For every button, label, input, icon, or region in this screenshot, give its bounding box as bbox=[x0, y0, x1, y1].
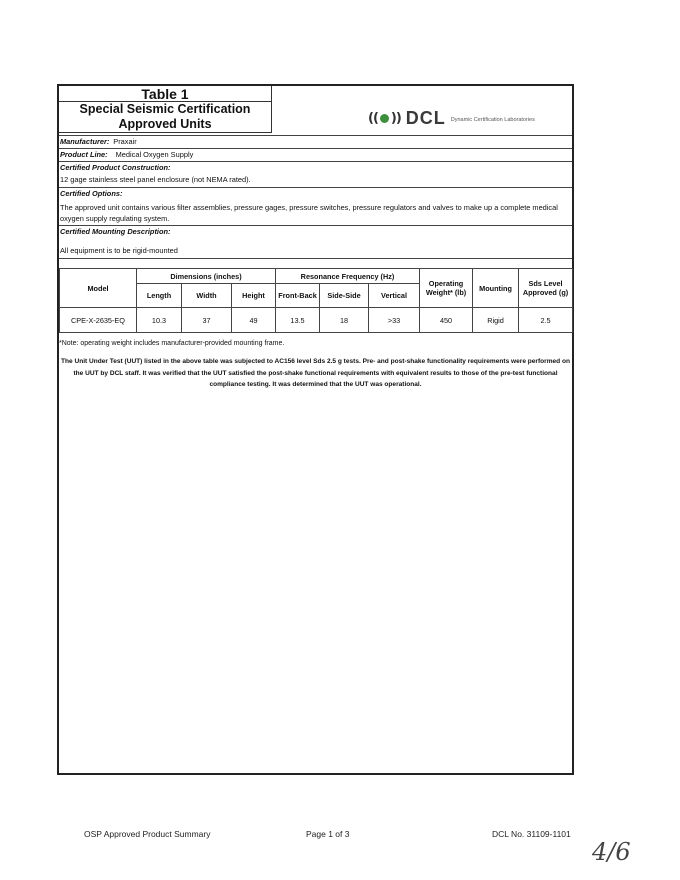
test-statement: The Unit Under Test (UUT) listed in the above table was subjected to AC156 level Sds 2.5 g tests. Pre- and post-shake functionality requirements were performed on the UUT by DCL staff. It was verified that the UUT satisfied the post-shake functional requirements with equivalent results to those of the pre-test functional compliance testing. It was determined that the UUT was operational. bbox=[61, 358, 570, 388]
cell-vertical: >33 bbox=[369, 308, 420, 333]
manufacturer-row bbox=[59, 135, 572, 148]
options-label: Certified Options: bbox=[60, 189, 123, 198]
table-number: Table 1 bbox=[141, 86, 189, 102]
cell-front-back: 13.5 bbox=[276, 308, 320, 333]
dcl-logo bbox=[368, 108, 535, 128]
mounting-label-row bbox=[59, 225, 572, 238]
cell-length: 10.3 bbox=[137, 308, 182, 333]
cell-sds: 2.5 bbox=[519, 308, 573, 333]
logo-name: DCL bbox=[405, 107, 446, 128]
cell-model: CPE-X-2635-EQ bbox=[60, 308, 137, 333]
table-header-row-1 bbox=[60, 269, 573, 284]
construction-value: 12 gage stainless steel panel enclosure (not NEMA rated). bbox=[60, 175, 251, 184]
col-side-side: Side-Side bbox=[320, 284, 369, 308]
cell-mounting: Rigid bbox=[473, 308, 519, 333]
options-value: The approved unit contains various filter assemblies, pressure gages, pressure switches, pressure regulators and valves to make up a complete medical oxygen supply regulating system. bbox=[60, 203, 558, 223]
col-length: Length bbox=[137, 284, 182, 308]
mounting-value-row bbox=[59, 238, 572, 258]
construction-label: Certified Product Construction: bbox=[60, 163, 171, 172]
options-label-row bbox=[59, 187, 572, 200]
col-width: Width bbox=[182, 284, 232, 308]
table-row bbox=[60, 308, 573, 333]
col-model: Model bbox=[60, 269, 137, 308]
product-line-label: Product Line: bbox=[60, 150, 108, 159]
title-line-2: Approved Units bbox=[118, 117, 212, 131]
col-weight: Operating Weight* (lb) bbox=[420, 269, 473, 308]
title-divider bbox=[59, 101, 272, 102]
cell-width: 37 bbox=[182, 308, 232, 333]
group-resonance: Resonance Frequency (Hz) bbox=[276, 269, 420, 284]
mounting-label: Certified Mounting Description: bbox=[60, 227, 171, 236]
weight-note: *Note: operating weight includes manufacturer-provided mounting frame. bbox=[59, 340, 285, 347]
cell-height: 49 bbox=[232, 308, 276, 333]
cell-weight: 450 bbox=[420, 308, 473, 333]
signal-icon: (( )) bbox=[368, 110, 401, 126]
logo-subtitle: Dynamic Certification Laboratories bbox=[450, 117, 535, 123]
construction-value-row bbox=[59, 174, 572, 187]
logo-dot bbox=[380, 114, 389, 123]
title-line-1: Special Seismic Certification bbox=[79, 102, 251, 116]
manufacturer-value: Praxair bbox=[113, 137, 137, 146]
spacer-row bbox=[59, 258, 572, 268]
col-height: Height bbox=[232, 284, 276, 308]
product-line-value: Medical Oxygen Supply bbox=[115, 150, 194, 159]
product-line-row bbox=[59, 148, 572, 161]
col-sds: Sds Level Approved (g) bbox=[519, 269, 573, 308]
options-value-row bbox=[59, 200, 572, 225]
construction-label-row bbox=[59, 161, 572, 174]
footer-doc-number: DCL No. 31109-1101 bbox=[492, 829, 571, 839]
title-block bbox=[59, 86, 272, 133]
footer-page-number: Page 1 of 3 bbox=[306, 829, 350, 839]
col-vertical: Vertical bbox=[369, 284, 420, 308]
cell-side-side: 18 bbox=[320, 308, 369, 333]
col-front-back: Front-Back bbox=[276, 284, 320, 308]
handwritten-mark: 4/6 bbox=[592, 838, 631, 866]
approved-units-table bbox=[59, 268, 573, 333]
group-dimensions: Dimensions (inches) bbox=[137, 269, 276, 284]
mounting-value: All equipment is to be rigid-mounted bbox=[60, 246, 178, 255]
manufacturer-label: Manufacturer: bbox=[60, 137, 110, 146]
footer-left: OSP Approved Product Summary bbox=[84, 829, 211, 839]
col-mounting: Mounting bbox=[473, 269, 519, 308]
